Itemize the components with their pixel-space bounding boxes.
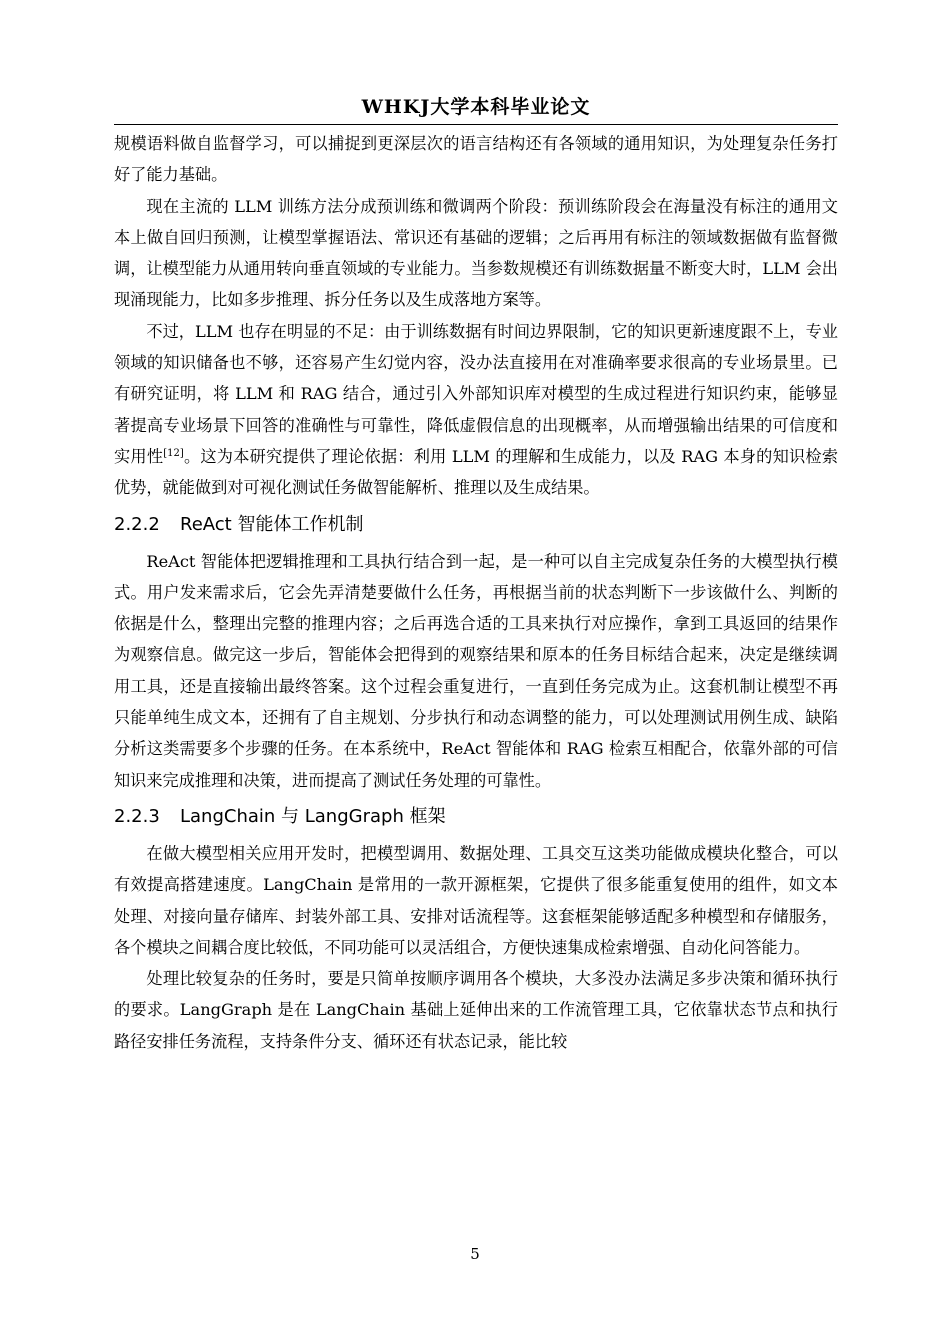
paragraph-with-citation [114, 316, 838, 504]
section-heading [114, 510, 838, 540]
paragraph: ReAct 智能体把逻辑推理和工具执行结合到一起，是一种可以自主完成复杂任务的大模型执行模式。用户发来需求后，它会先弄清楚要做什么任务，再根据当前的状态判断下一步该做什么、判断的依据是什么，整理出完整的推理内容；之后再选合适的工具来执行对应操作，拿到工具返回的结果作为观察信息。做完这一步后，智能体会把得到的观察结果和原本的任务目标结合起来，决定是继续调用工具，还是直接输出最终答案。这个过程会重复进行，一直到任务完成为止。这套机制让模型不再只能单纯生成文本，还拥有了自主规划、分步执行和动态调整的能力，可以处理测试用例生成、缺陷分析这类需要多个步骤的任务。在本系统中，ReAct 智能体和 RAG 检索互相配合，依靠外部的可信知识来完成推理和决策，进而提高了测试任务处理的可靠性。 [114, 551, 838, 790]
paragraph: 规模语料做自监督学习，可以捕捉到更深层次的语言结构还有各领域的通用知识，为处理复杂任务打好了能力基础。 [114, 134, 838, 185]
page-body [114, 128, 838, 1057]
page-number: 5 [470, 1245, 480, 1263]
paragraph: 处理比较复杂的任务时，要是只简单按顺序调用各个模块，大多没办法满足多步决策和循环执行的要求。LangGraph 是在 LangChain 基础上延伸出来的工作流管理工具，它依靠状态节点和执行路径安排任务流程，支持条件分支、循环还有状态记录，能比较 [114, 969, 838, 1051]
running-header: WHKJ大学本科毕业论文 [361, 96, 591, 118]
paragraph-text: 。这为本研究提供了理论依据：利用 LLM 的理解和生成能力，以及 RAG 本身的知识检索优势，就能做到对可视化测试任务做智能解析、推理以及生成结果。 [114, 446, 839, 498]
citation-ref: [12] [163, 447, 184, 459]
paragraph: 在做大模型相关应用开发时，把模型调用、数据处理、工具交互这类功能做成模块化整合，可以有效提高搭建速度。LangChain 是常用的一款开源框架，它提供了很多能重复使用的组件，如文本处理、对接向量存储库、封装外部工具、安排对话流程等。这套框架能够适配多种模型和存储服务，各个模块之间耦合度比较低，不同功能可以灵活组合，方便快速集成检索增强、自动化问答能力。 [114, 843, 838, 957]
paragraph: 现在主流的 LLM 训练方法分成预训练和微调两个阶段：预训练阶段会在海量没有标注的通用文本上做自回归预测，让模型掌握语法、常识还有基础的逻辑；之后再用有标注的领域数据做有监督微调，让模型能力从通用转向垂直领域的专业能力。当参数规模还有训练数据量不断变大时，LLM 会出现涌现能力，比如多步推理、拆分任务以及生成落地方案等。 [114, 196, 838, 310]
section-number: 2.2.2 [114, 513, 160, 535]
section-heading [114, 802, 838, 832]
paragraph-text: 不过，LLM 也存在明显的不足：由于训练数据有时间边界限制，它的知识更新速度跟不上，专业领域的知识储备也不够，还容易产生幻觉内容，没办法直接用在对准确率要求很高的专业场景里。已有研究证明，将 LLM 和 RAG 结合，通过引入外部知识库对模型的生成过程进行知识约束，能够显著提高专业场景下回答的准确性与可靠性，降低虚假信息的出现概率，从而增强输出结果的可信度和实用性 [114, 321, 838, 466]
section-number: 2.2.3 [114, 805, 160, 827]
section-title: ReAct 智能体工作机制 [180, 513, 364, 535]
section-title: LangChain 与 LangGraph 框架 [180, 805, 446, 827]
header-rule [114, 124, 838, 125]
